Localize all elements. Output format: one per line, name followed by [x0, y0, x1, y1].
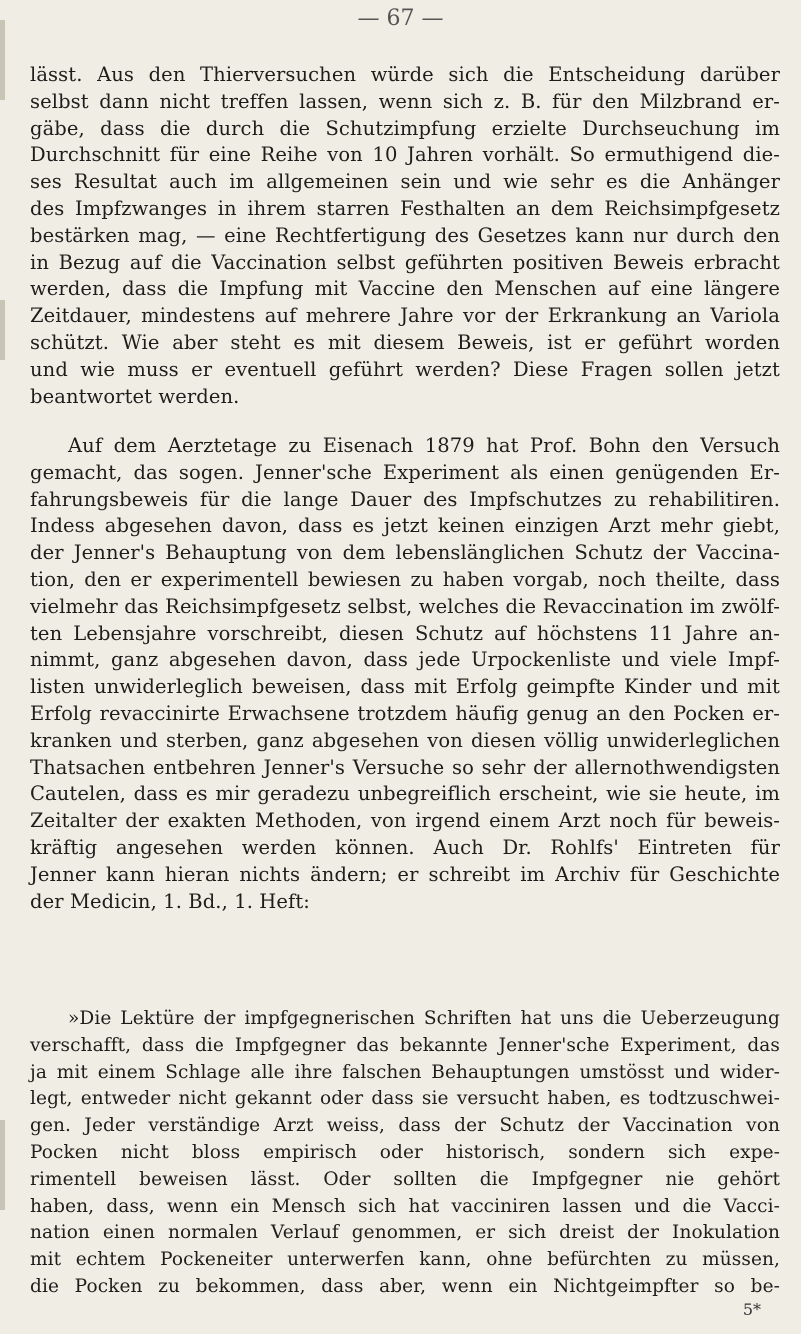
text-line: der Medicin, 1. Bd., 1. Heft:	[30, 889, 310, 913]
text-line: Zeitdauer, mindestens auf mehrere Jahre vor der Erkrankung an Variola	[30, 304, 780, 328]
text-line: Cautelen, dass es mir geradezu unbegreiflich erscheint, wie sie heute, im	[30, 782, 780, 806]
text-line: tion, den er experimentell bewiesen zu haben vorgab, noch theilte, dass	[30, 567, 780, 591]
text-line: nimmt, ganz abgesehen davon, dass jede Urpockenliste und viele Impf-	[30, 648, 780, 672]
text-line: werden, dass die Impfung mit Vaccine den Menschen auf eine längere	[30, 277, 780, 301]
text-line: ses Resultat auch im allgemeinen sein und wie sehr es die Anhänger	[30, 170, 780, 194]
paragraph-1	[30, 62, 780, 410]
text-line: beantwortet werden.	[30, 384, 240, 408]
text-line: lässt. Aus den Thierversuchen würde sich die Entscheidung darüber	[30, 63, 780, 86]
text-line: gen. Jeder verständige Arzt weiss, dass der Schutz der Vaccination von	[30, 1115, 780, 1137]
text-line: Erfolg revaccinirte Erwachsene trotzdem häufig genug an den Pocken er-	[30, 701, 780, 725]
text-line: Indess abgesehen davon, dass es jetzt keinen einzigen Arzt mehr giebt,	[30, 514, 780, 538]
text-line: verschafft, dass die Impfgegner das bekannte Jenner'sche Experiment, das	[30, 1034, 780, 1056]
text-line: kranken und sterben, ganz abgesehen von diesen völlig unwiderleglichen	[30, 728, 780, 752]
text-line: in Bezug auf die Vaccination selbst geführten positiven Beweis erbracht	[30, 250, 780, 274]
text-line: die Pocken zu bekommen, dass aber, wenn ein Nichtgeimpfter so be-	[30, 1275, 780, 1297]
text-line: Zeitalter der exakten Methoden, von irgend einem Arzt noch für beweis-	[30, 809, 780, 833]
text-line: Durchschnitt für eine Reihe von 10 Jahren vorhält. So ermuthigend die-	[30, 143, 780, 167]
text-line: gäbe, dass die durch die Schutzimpfung erzielte Durchseuchung im	[30, 116, 780, 140]
quotation-paragraph	[30, 1006, 780, 1301]
text-line: ten Lebensjahre vorschreibt, diesen Schutz auf höchstens 11 Jahre an-	[30, 621, 780, 645]
text-line: gemacht, das sogen. Jenner'sche Experiment als einen genügenden Er-	[30, 460, 780, 484]
text-line: mit echtem Pockeneiter unterwerfen kann, ohne befürchten zu müssen,	[30, 1249, 780, 1271]
page-edge-shadow	[0, 20, 5, 100]
text-line: Pocken nicht bloss empirisch oder historisch, sondern sich expe-	[30, 1141, 780, 1163]
text-line: fahrungsbeweis für die lange Dauer des Impfschutzes zu rehabilitiren.	[30, 487, 780, 511]
page-edge-shadow	[0, 300, 5, 360]
text-line: Thatsachen entbehren Jenner's Versuche so sehr der allernothwendigsten	[30, 755, 780, 779]
text-line: »Die Lektüre der impfgegnerischen Schriften hat uns die Ueberzeugung	[68, 1008, 780, 1029]
page-number: — 67 —	[357, 6, 444, 31]
text-line: bestärken mag, — eine Rechtfertigung des Gesetzes kann nur durch den	[30, 223, 780, 247]
text-line: kräftig angesehen werden können. Auch Dr. Rohlfs' Eintreten für	[30, 835, 780, 859]
paragraph-2	[30, 433, 780, 915]
text-line: vielmehr das Reichsimpfgesetz selbst, welches die Revaccination im zwölf-	[30, 594, 780, 618]
text-line: schützt. Wie aber steht es mit diesem Beweis, ist er geführt worden	[30, 330, 780, 354]
text-line: rimentell beweisen lässt. Oder sollten die Impfgegner nie gehört	[30, 1168, 780, 1190]
text-line: nation einen normalen Verlauf genommen, er sich dreist der Inokulation	[30, 1222, 780, 1244]
text-line: legt, entweder nicht gekannt oder dass sie versucht haben, es todtzuschwei-	[30, 1088, 780, 1110]
text-line: listen unwiderleglich beweisen, dass mit Erfolg geimpfte Kinder und mit	[30, 675, 780, 699]
signature-mark: 5*	[742, 1300, 761, 1319]
text-line: Auf dem Aerztetage zu Eisenach 1879 hat Prof. Bohn den Versuch	[68, 434, 780, 457]
text-line: Jenner kann hieran nichts ändern; er schreibt im Archiv für Geschichte	[30, 862, 780, 886]
text-line: der Jenner's Behauptung von dem lebenslänglichen Schutz der Vaccina-	[30, 541, 780, 565]
page-edge-shadow	[0, 1120, 5, 1210]
text-line: des Impfzwanges in ihrem starren Festhalten an dem Reichsimpfgesetz	[30, 196, 780, 220]
text-line: haben, dass, wenn ein Mensch sich hat vacciniren lassen und die Vacci-	[30, 1195, 780, 1217]
text-line: selbst dann nicht treffen lassen, wenn sich z. B. für den Milzbrand er-	[30, 89, 780, 113]
text-line: und wie muss er eventuell geführt werden? Diese Fragen sollen jetzt	[30, 357, 780, 381]
text-line: ja mit einem Schlage alle ihre falschen Behauptungen umstösst und wider-	[30, 1061, 780, 1083]
